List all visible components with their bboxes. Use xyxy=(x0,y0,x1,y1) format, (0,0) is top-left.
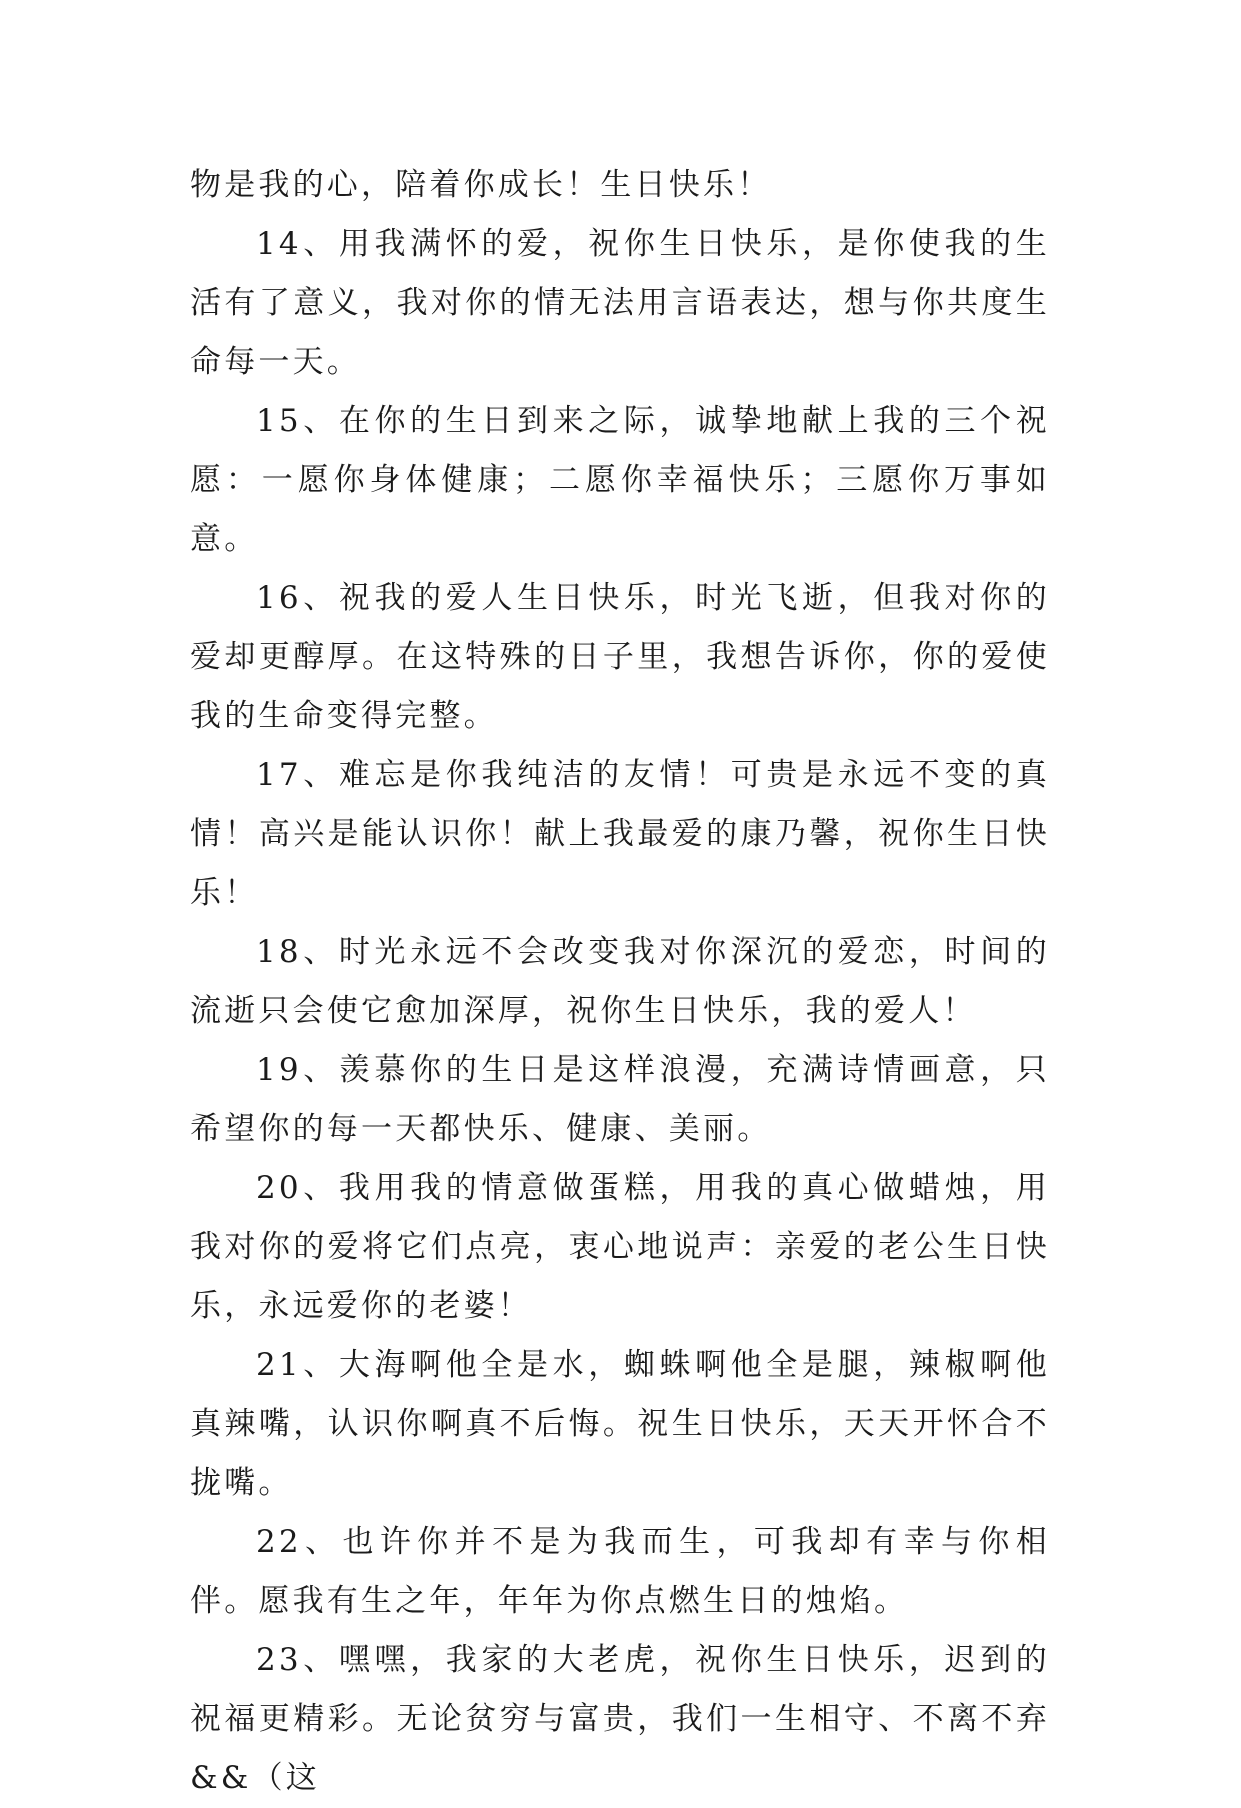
paragraph-continuation: 物是我的心，陪着你成长！生日快乐！ xyxy=(190,167,772,203)
paragraph-23: 23、嘿嘿，我家的大老虎，祝你生日快乐，迟到的祝福更精彩。无论贫穷与富贵，我们一生相守、不离不弃&&（这 xyxy=(190,1642,1050,1796)
document-body xyxy=(190,156,1050,1808)
paragraph-20: 20、我用我的情意做蛋糕，用我的真心做蜡烛，用我对你的爱将它们点亮，衷心地说声：亲爱的老公生日快乐，永远爱你的老婆！ xyxy=(190,1170,1050,1324)
paragraph-15: 15、在你的生日到来之际，诚挚地献上我的三个祝愿：一愿你身体健康；二愿你幸福快乐；三愿你万事如意。 xyxy=(190,403,1050,557)
paragraph-18: 18、时光永远不会改变我对你深沉的爱恋，时间的流逝只会使它愈加深厚，祝你生日快乐，我的爱人！ xyxy=(190,934,1050,1029)
paragraph-17: 17、难忘是你我纯洁的友情！可贵是永远不变的真情！高兴是能认识你！献上我最爱的康乃馨，祝你生日快乐！ xyxy=(190,757,1050,911)
paragraph-22: 22、也许你并不是为我而生，可我却有幸与你相伴。愿我有生之年，年年为你点燃生日的烛焰。 xyxy=(190,1524,1050,1619)
paragraph-14: 14、用我满怀的爱，祝你生日快乐，是你使我的生活有了意义，我对你的情无法用言语表达，想与你共度生命每一天。 xyxy=(190,226,1050,380)
paragraph-16: 16、祝我的爱人生日快乐，时光飞逝，但我对你的爱却更醇厚。在这特殊的日子里，我想告诉你，你的爱使我的生命变得完整。 xyxy=(190,580,1050,734)
paragraph-21: 21、大海啊他全是水，蜘蛛啊他全是腿，辣椒啊他真辣嘴，认识你啊真不后悔。祝生日快乐，天天开怀合不拢嘴。 xyxy=(190,1347,1050,1501)
paragraph-19: 19、羡慕你的生日是这样浪漫，充满诗情画意，只希望你的每一天都快乐、健康、美丽。 xyxy=(190,1052,1050,1147)
